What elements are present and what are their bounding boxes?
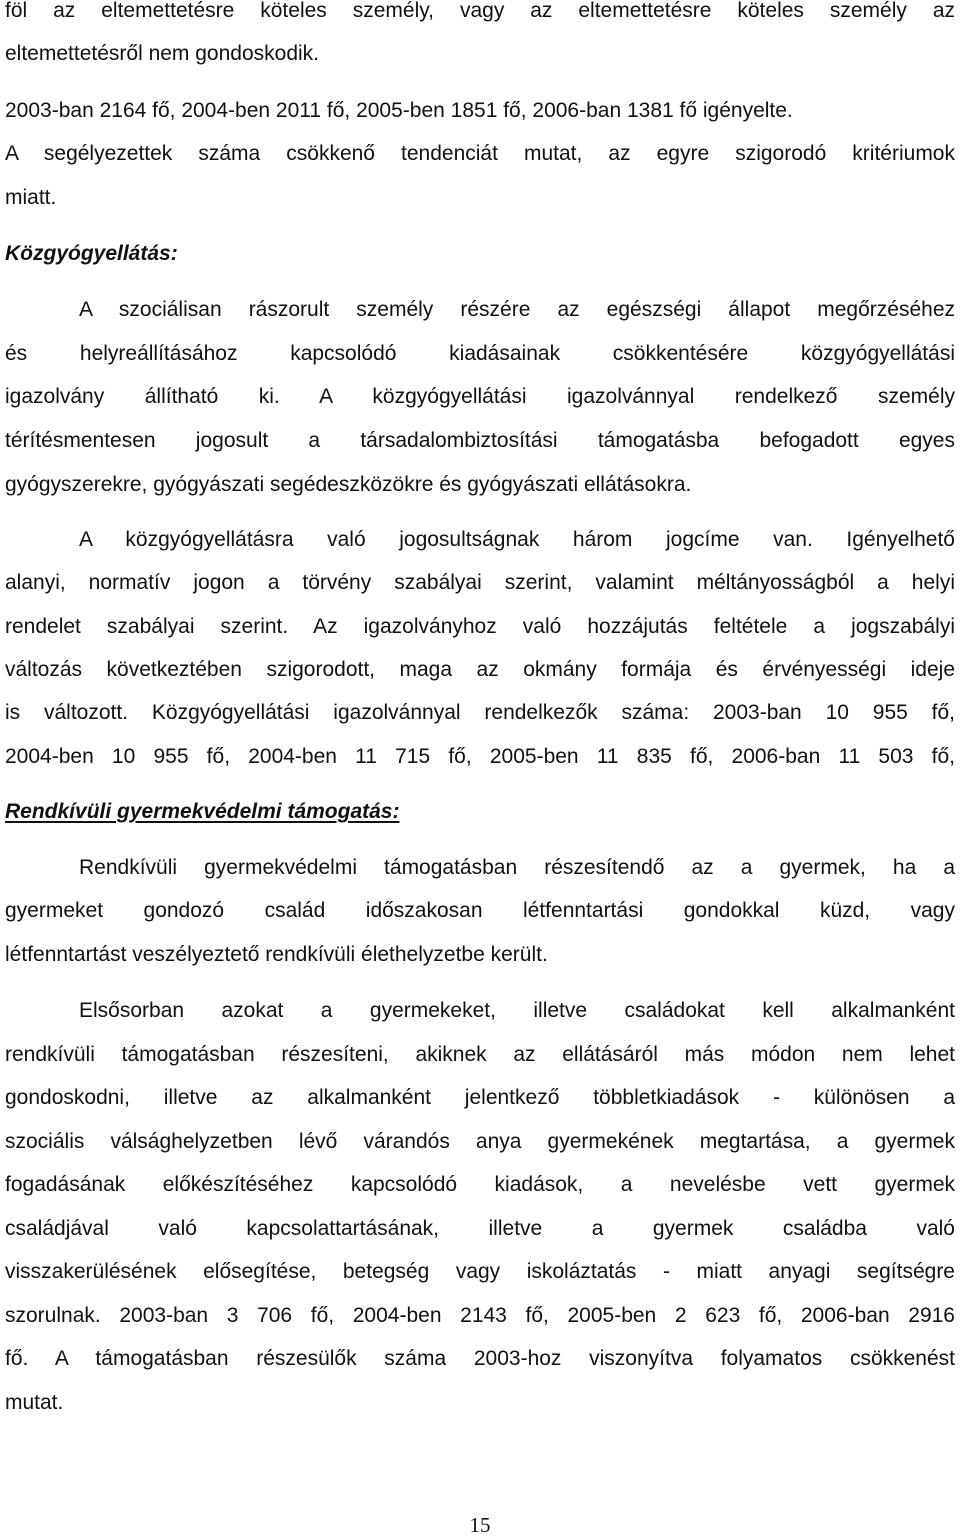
paragraph-line: igazolvány állítható ki. A közgyógyellátási igazolvánnyal rendelkező személy [5,385,955,408]
paragraph-line: gondoskodni, illetve az alkalmanként jelentkező többletkiadások - különösen a [5,1086,955,1109]
paragraph-line: fogadásának előkészítéséhez kapcsolódó kiadások, a nevelésbe vett gyermek [5,1173,955,1196]
section-heading-kozgyogyellatas: Közgyógyellátás: [5,242,178,265]
paragraph-line: szorulnak. 2003-ban 3 706 fő, 2004-ben 2143 fő, 2005-ben 2 623 fő, 2006-ban 2916 [5,1304,955,1327]
paragraph-line: visszakerülésének elősegítése, betegség vagy iskoláztatás - miatt anyagi segítségre [5,1260,955,1283]
paragraph-line: gyermeket gondozó család időszakosan létfenntartási gondokkal küzd, vagy [5,899,955,922]
section-heading-rendkivuli-gyermekvedelmi: Rendkívüli gyermekvédelmi támogatás: [5,800,400,823]
paragraph-line: rendelet szabályai szerint. Az igazolványhoz való hozzájutás feltétele a jogszabályi [5,615,955,638]
paragraph-line: föl az eltemettetésre köteles személy, vagy az eltemettetésre köteles személy az [5,0,955,22]
paragraph-line: Elsősorban azokat a gyermekeket, illetve családokat kell alkalmanként [79,999,955,1022]
paragraph-line: létfenntartást veszélyeztető rendkívüli élethelyzetbe került. [5,943,548,966]
paragraph-line: Rendkívüli gyermekvédelmi támogatásban részesítendő az a gyermek, ha a [79,856,955,879]
paragraph-line: miatt. [5,186,57,209]
paragraph-line: családjával való kapcsolattartásának, illetve a gyermek családba való [5,1217,955,1240]
paragraph-line: 2003-ban 2164 fő, 2004-ben 2011 fő, 2005-ben 1851 fő, 2006-ban 1381 fő igényelte. [5,99,793,122]
page-number: 15 [469,1513,491,1537]
paragraph-line: alanyi, normatív jogon a törvény szabályai szerint, valamint méltányosságból a helyi [5,571,955,594]
paragraph-line: mutat. [5,1391,64,1414]
paragraph-line: A közgyógyellátásra való jogosultságnak három jogcíme van. Igényelhető [79,528,955,551]
paragraph-line: változás következtében szigorodott, maga az okmány formája és érvényességi ideje [5,658,955,681]
paragraph-line: térítésmentesen jogosult a társadalombiztosítási támogatásba befogadott egyes [5,429,955,452]
paragraph-line: A segélyezettek száma csökkenő tendenciát mutat, az egyre szigorodó kritériumok [5,142,955,165]
paragraph-line: rendkívüli támogatásban részesíteni, akiknek az ellátásáról más módon nem lehet [5,1043,955,1066]
paragraph-line: eltemettetésről nem gondoskodik. [5,42,320,65]
paragraph-line: 2004-ben 10 955 fő, 2004-ben 11 715 fő, 2005-ben 11 835 fő, 2006-ban 11 503 fő, [5,745,955,768]
paragraph-line: A szociálisan rászorult személy részére az egészségi állapot megőrzéséhez [79,298,955,321]
paragraph-line: fő. A támogatásban részesülők száma 2003-hoz viszonyítva folyamatos csökkenést [5,1347,955,1370]
paragraph-line: gyógyszerekre, gyógyászati segédeszközökre és gyógyászati ellátásokra. [5,473,692,496]
paragraph-line: szociális válsághelyzetben lévő várandós anya gyermekének megtartása, a gyermek [5,1130,955,1153]
paragraph-line: és helyreállításához kapcsolódó kiadásainak csökkentésére közgyógyellátási [5,342,955,365]
paragraph-line: is változott. Közgyógyellátási igazolvánnyal rendelkezők száma: 2003-ban 10 955 fő, [5,701,955,724]
